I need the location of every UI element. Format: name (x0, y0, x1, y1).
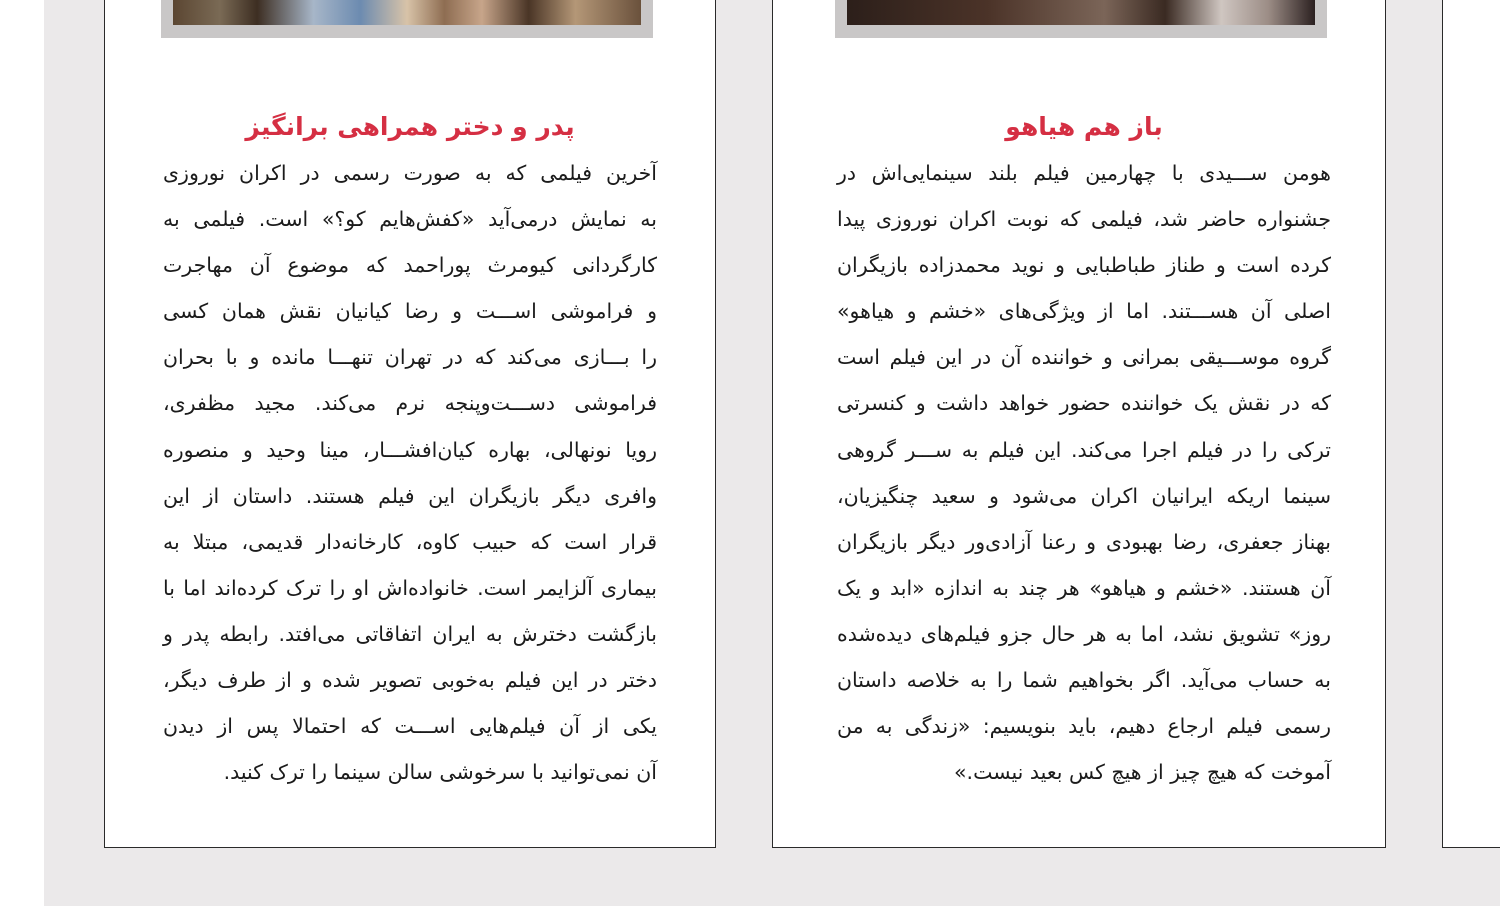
article-line: ترکی را در فیلم اجرا می‌کند. این فیلم به ســـر گروهی (837, 437, 1331, 462)
article-line: سینما اریکه ایرانیان اکران می‌شود و سعید چنگیزیان، (837, 483, 1331, 508)
article-photo-frame (835, 0, 1327, 38)
article-line: رسمی فیلم ارجاع دهیم، باید بنویسیم: «زندگی به من (837, 714, 1331, 739)
next-article-card-edge (1442, 0, 1500, 848)
article-line: گروه موســـیقی بمرانی و خواننده آن در این فیلم است (837, 345, 1331, 370)
article-title: پدر و دختر همراهی برانگیز (245, 112, 575, 141)
article-line: رویا نونهالی، بهاره کیان‌افشـــار، مینا وحید و منصوره (163, 437, 657, 462)
article-photo (173, 0, 641, 25)
article-body (837, 150, 1331, 795)
article-title: باز هم هیاهو (1005, 112, 1163, 141)
article-card (772, 0, 1386, 848)
article-line: بیماری آلزایمر است. خانواده‌اش او را ترک کرده‌اند اما با (163, 575, 657, 600)
article-line: کرده است و طناز طباطبایی و نوید محمدزاده بازیگران (837, 253, 1331, 278)
article-card (104, 0, 716, 848)
article-line: بازگشت دخترش به ایران اتفاقاتی می‌افتد. رابطه پدر و (163, 621, 657, 646)
article-line: قرار است که حبیب کاوه، کارخانه‌دار قدیمی، مبتلا به (163, 529, 657, 554)
article-line: جشنواره حاضر شد، فیلمی که نوبت اکران نوروزی پیدا (837, 207, 1331, 232)
article-photo-frame (161, 0, 653, 38)
article-line: روز» تشویق نشد، اما به هر حال جزو فیلم‌های دیده‌شده (837, 621, 1331, 646)
article-line: کارگردانی کیومرث پوراحمد که موضوع آن مهاجرت (163, 253, 657, 278)
article (837, 104, 1331, 795)
article-line: به حساب می‌آید. اگر بخواهیم شما را به خلاصه داستان (837, 668, 1331, 693)
article-line: که در نقش یک خواننده حضور خواهد داشت و کنسرتی (837, 391, 1331, 416)
article-line: دختر در این فیلم به‌خوبی تصویر شده و از طرف دیگر، (163, 668, 657, 693)
article-photo (847, 0, 1315, 25)
article-line: آن هستند. «خشم و هیاهو» هر چند به اندازه «ابد و یک (837, 575, 1331, 600)
article-line: وافری دیگر بازیگران این فیلم هستند. داستان از این (163, 483, 657, 508)
article-line: آخرین فیلمی که به صورت رسمی در اکران نوروزی (163, 161, 657, 185)
article-line: به نمایش درمی‌آید «کفش‌هایم کو؟» است. فیلمی به (163, 207, 657, 232)
article-line: بهناز جعفری، رضا بهبودی و رعنا آزادی‌ور دیگر بازیگران (837, 529, 1331, 554)
article-line: آن نمی‌توانید با سرخوشی سالن سینما را ترک کنید. (223, 760, 657, 785)
article-line: هومن ســـیدی با چهارمین فیلم بلند سینمایی‌اش در (837, 161, 1331, 185)
article-line: آموخت که هیچ چیز از هیچ کس بعید نیست.» (954, 760, 1331, 785)
article-line: و فراموشی اســـت و رضا کیانیان نقش همان کسی (163, 299, 657, 324)
article-body (163, 150, 657, 795)
article-line: را بـــازی می‌کند که در تهران تنهـــا مانده و با بحران (163, 345, 657, 370)
article-line: اصلی آن هســـتند. اما از ویژگی‌های «خشم و هیاهو» (837, 299, 1331, 324)
article (163, 104, 657, 795)
article-line: فراموشی دســـت‌وپنجه نرم می‌کند. مجید مظفری، (163, 391, 657, 416)
article-line: یکی از آن فیلم‌هایی اســـت که احتمالا پس از دیدن (163, 714, 657, 739)
